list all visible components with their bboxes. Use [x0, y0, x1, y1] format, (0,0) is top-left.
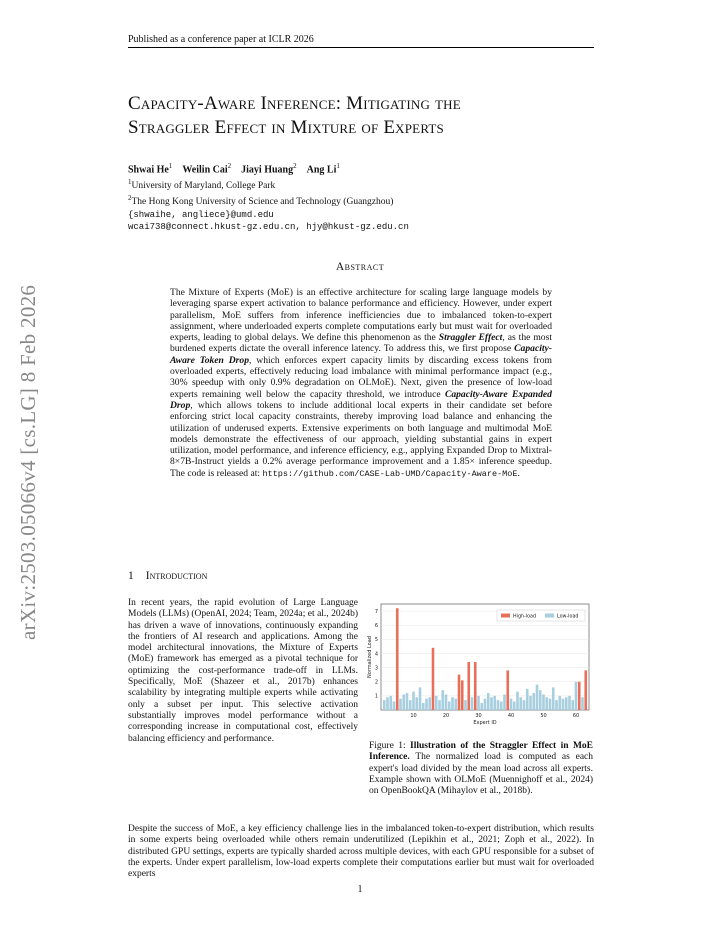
arxiv-stamp: arXiv:2503.05066v4 [cs.LG] 8 Feb 2026 [16, 284, 40, 640]
bar-low-load [552, 687, 555, 710]
x-tick-label: 10 [410, 713, 417, 719]
bar-low-load [555, 700, 558, 710]
bar-low-load [471, 697, 474, 710]
bar-low-load [545, 697, 548, 710]
x-tick-label: 20 [442, 713, 450, 719]
author-list [128, 160, 409, 176]
x-axis-label: Expert ID [473, 720, 497, 726]
abstract-heading: Abstract [335, 261, 385, 273]
legend-label: Low-load [557, 614, 579, 620]
bar-low-load [565, 697, 568, 710]
bar-low-load [393, 702, 396, 710]
load-bar-chart [367, 598, 595, 738]
y-tick-label: 5 [374, 637, 378, 644]
bar-low-load [562, 699, 565, 710]
bar-low-load [529, 696, 532, 710]
bar-low-load [438, 700, 441, 710]
bar-low-load [500, 702, 503, 710]
author-mark: 2 [227, 162, 232, 170]
bar-low-load [575, 682, 578, 710]
bar-low-load [425, 699, 428, 710]
bar-high-load [474, 662, 477, 710]
author-mark: 1 [336, 162, 340, 170]
bar-low-load [493, 696, 496, 710]
bar-low-load [409, 700, 412, 710]
x-tick-label: 40 [507, 713, 515, 719]
header-rule [128, 47, 594, 48]
bar-low-load [383, 700, 386, 710]
bar-low-load [412, 692, 415, 710]
bar-low-load [523, 700, 526, 710]
bar-low-load [445, 694, 448, 710]
y-tick-label: 7 [374, 608, 378, 615]
bar-low-load [526, 689, 529, 710]
bar-low-load [399, 699, 402, 710]
abstract-body: The Mixture of Experts (MoE) is an effective architecture for scaling large language models by leveraging sparse expert activation to balance performance and efficiency. However, under expert parallelism, MoE suffers from inference inefficiencies due to imbalanced token-to-expert assignment, where underloaded experts complete computations early but must wait for overloaded experts, leading to global delays. We define this phenomenon as the Straggler Effect, as the most burdened experts dictate the overall inference latency. To address this, we first propose Capacity-Aware Token Drop, which enforces expert capacity limits by discarding excess tokens from overloaded experts, effectively reducing load imbalance with minimal performance impact (e.g., 30% speedup with only 0.9% degradation on OLMoE). Next, given the presence of low-load experts remaining well below the capacity threshold, we introduce Capacity-Aware Expanded Drop, which allows tokens to include additional local experts in their candidate set before enforcing strict local capacity constraints, thereby improving load balance and enhancing the utilization of underused experts. Extensive experiments on both language and multimodal MoE models demonstrate the effectiveness of our approach, yielding substantial gains in expert utilization, model performance, and inference efficiency, e.g., applying Expanded Drop to Mixtral-8×7B-Instruct yields a 0.2% average performance improvement and a 1.85× inference speedup. The code is released at: https://github.com/CASE-Lab-UMD/Capacity-Aware-MoE. [170, 287, 552, 479]
y-tick-label: 2 [374, 679, 378, 686]
bar-low-load [435, 696, 438, 710]
token-drop-term: Capacity-Aware Token Drop [170, 343, 552, 366]
author-name: Ang Li [306, 164, 337, 176]
straggler-term: Straggler Effect [438, 332, 503, 344]
bar-low-load [402, 694, 405, 710]
bar-low-load [422, 703, 425, 710]
bar-low-load [428, 697, 431, 710]
paper-title [128, 92, 598, 140]
y-tick-label: 1 [374, 693, 378, 700]
intro-paragraph: In recent years, the rapid evolution of Large Language Models (LLMs) (OpenAI, 2024; Team, 2024a; et al., 2024b) has driven a wave of innovations, continuously expanding the frontiers of AI research and applications. Among the model architectural innovations, the Mixture of Experts (MoE) framework has emerged as a pivotal technique for optimizing the cost-performance trade-off in LLMs. Specifically, MoE (Shazeer et al., 2017b) enhances scalability by integrating multiple experts while activating only a subset per input. This selective activation substantially improves model performance without a corresponding increase in computational cost, effectively balancing efficiency and performance. [128, 598, 358, 744]
bar-low-load [454, 699, 457, 710]
bar-low-load [419, 687, 422, 710]
legend-label: High-load [513, 614, 537, 620]
bar-low-load [539, 690, 542, 710]
author-name: Shwai He [128, 164, 169, 176]
legend-swatch [545, 614, 554, 618]
bar-low-load [464, 700, 467, 710]
legend-swatch [501, 614, 510, 618]
y-tick-label: 4 [374, 651, 378, 658]
author-name: Weilin Cai [182, 164, 228, 176]
bar-high-load [584, 670, 587, 710]
expanded-drop-term: Capacity-Aware Expanded Drop [170, 388, 552, 411]
bar-high-load [432, 648, 435, 710]
running-header: Published as a conference paper at ICLR 2026 [128, 34, 314, 45]
bar-high-load [458, 675, 461, 710]
bar-low-load [415, 697, 418, 710]
bar-low-load [510, 699, 513, 710]
bar-low-load [448, 702, 451, 710]
bar-low-load [516, 692, 519, 710]
bar-low-load [549, 699, 552, 710]
bar-low-load [536, 685, 539, 710]
author-block [128, 160, 409, 233]
bar-high-load [396, 608, 399, 710]
bar-low-load [484, 699, 487, 710]
intro-paragraph-2: Despite the success of MoE, a key efficiency challenge lies in the imbalanced token-to-expert distribution, which results in some experts being overloaded while others remain underutilized (Lepikhin et al., 2021; Zoph et al., 2022). In distributed GPU settings, experts are typically sharded across multiple devices, with each GPU responsible for a subset of the experts. Under expert parallelism, low-load experts complete their computations earlier but must wait for overloaded experts [128, 824, 594, 880]
title-line-1: Capacity-Aware Inference: Mitigating the [128, 93, 461, 114]
bar-low-load [503, 694, 506, 710]
bar-high-load [467, 662, 470, 710]
email-line-1: {shwaihe, angliece}@umd.edu [128, 209, 274, 220]
y-axis-label: Normalized Load [367, 636, 373, 678]
bar-low-load [532, 693, 535, 710]
figure-caption: Figure 1: Illustration of the Straggler Effect in MoE Inference. The normalized load is computed as each expert's load divided by the mean load across all experts. Example shown with OLMoE (Muennighoff et al., 2024) on OpenBookQA (Mihaylov et al., 2018b). [369, 741, 593, 797]
bar-low-load [406, 693, 409, 710]
bar-low-load [490, 697, 493, 710]
email-line-2: wcai738@connect.hkust-gz.edu.cn, hjy@hkust-gz.edu.cn [128, 221, 409, 232]
bar-high-load [578, 682, 581, 710]
y-tick-label: 3 [374, 665, 378, 672]
code-link[interactable]: https://github.com/CASE-Lab-UMD/Capacity-Aware-MoE [262, 468, 518, 479]
bar-low-load [389, 696, 392, 710]
y-tick-label: 6 [374, 623, 378, 629]
x-tick-label: 30 [475, 713, 482, 719]
section-heading: 1 Introduction [128, 570, 208, 582]
affiliation-1: $^1$University of Maryland, College Park [128, 178, 276, 192]
bar-low-load [558, 696, 561, 710]
bar-low-load [386, 697, 389, 710]
bar-low-load [571, 700, 574, 710]
title-line-2: Straggler Effect in Mixture of Experts [128, 117, 444, 138]
author-name: Jiayi Huang [241, 164, 294, 176]
bar-low-load [519, 697, 522, 710]
bar-low-load [497, 700, 500, 710]
bar-low-load [441, 690, 444, 710]
bar-high-load [506, 670, 509, 710]
bar-low-load [581, 697, 584, 710]
bar-low-load [477, 696, 480, 710]
bar-low-load [480, 703, 483, 710]
bar-low-load [542, 694, 545, 710]
x-tick-label: 60 [572, 713, 580, 719]
author-mark: 1 [168, 162, 173, 170]
bar-low-load [451, 697, 454, 710]
affiliation-2: $^2$The Hong Kong University of Science and Technology (Guangzhou) [128, 194, 394, 208]
bar-low-load [513, 702, 516, 710]
bar-low-load [568, 696, 571, 710]
x-tick-label: 50 [540, 713, 547, 719]
author-mark: 2 [293, 162, 297, 170]
bar-low-load [487, 693, 490, 710]
page-number: 1 [357, 884, 363, 895]
bar-high-load [461, 680, 464, 710]
